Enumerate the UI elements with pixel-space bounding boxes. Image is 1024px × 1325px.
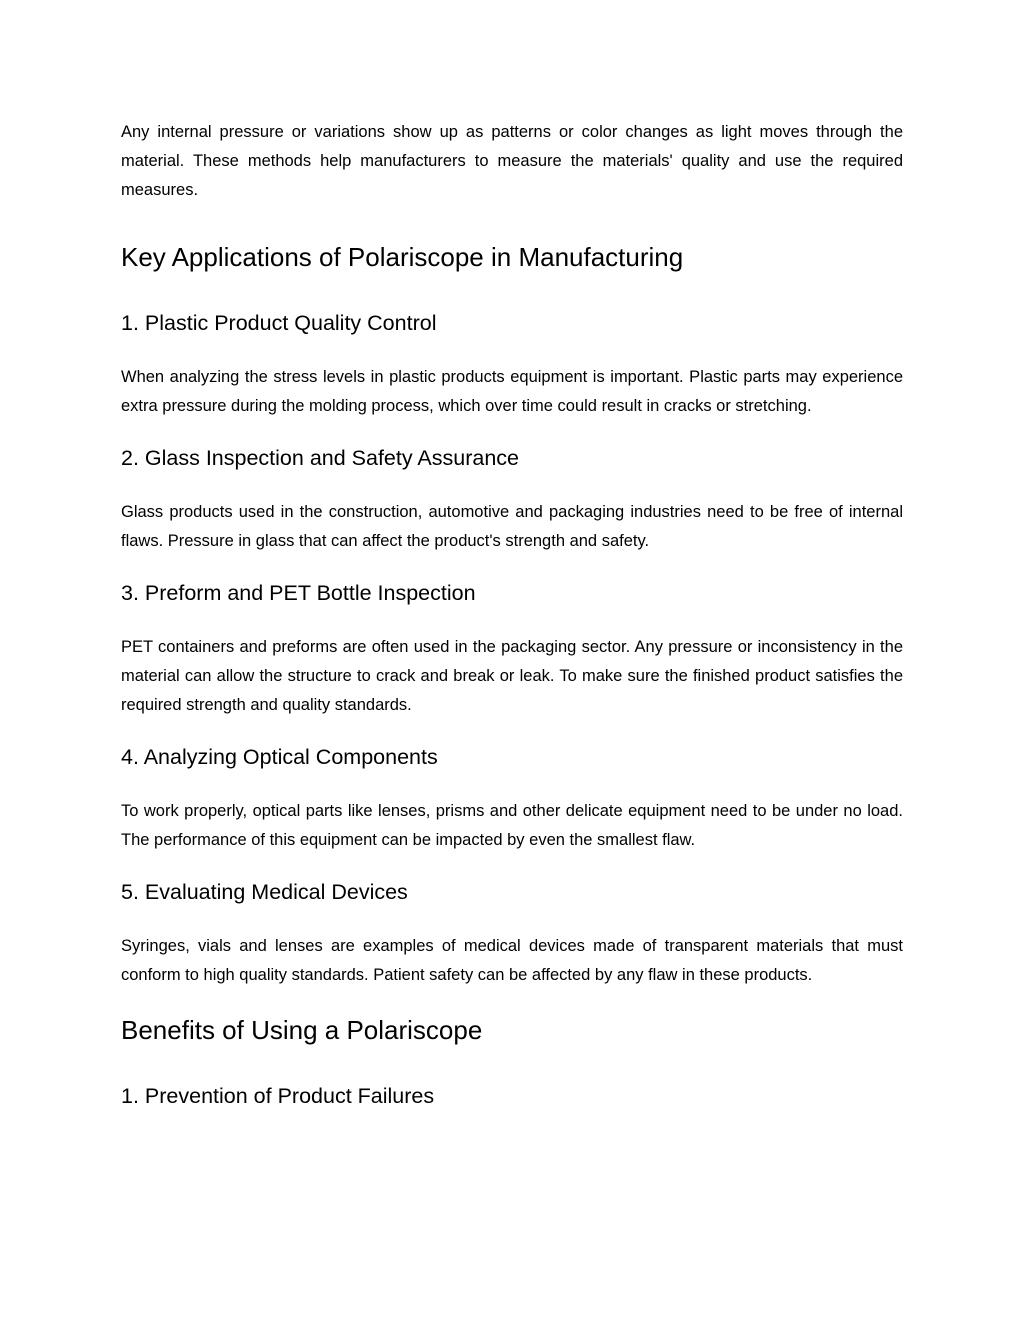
document-page	[121, 118, 903, 1110]
subheading-optical-components: 4. Analyzing Optical Components	[121, 745, 438, 769]
subheading-prevention-failures: 1. Prevention of Product Failures	[121, 1084, 435, 1108]
paragraph-pet-bottle: PET containers and preforms are often used in the packaging sector. Any pressure or inconsistency in the material can allow the structure to crack and break or leak. To make sure the finished product satisfies the required strength and quality standards.	[121, 638, 903, 714]
paragraph-plastic-quality: When analyzing the stress levels in plastic products equipment is important. Plastic parts may experience extra pressure during the molding process, which over time could result in cracks or stretching.	[121, 368, 903, 415]
subheading-medical-devices: 5. Evaluating Medical Devices	[121, 880, 408, 904]
intro-paragraph: Any internal pressure or variations show up as patterns or color changes as light moves through the material. These methods help manufacturers to measure the materials' quality and use the required measures.	[121, 123, 903, 199]
paragraph-glass-inspection: Glass products used in the construction, automotive and packaging industries need to be free of internal flaws. Pressure in glass that can affect the product's strength and safety.	[121, 503, 903, 550]
paragraph-optical-components: To work properly, optical parts like lenses, prisms and other delicate equipment need to be under no load. The performance of this equipment can be impacted by even the smallest flaw.	[121, 802, 903, 849]
subheading-plastic-quality: 1. Plastic Product Quality Control	[121, 311, 437, 335]
paragraph-medical-devices: Syringes, vials and lenses are examples of medical devices made of transparent materials that must conform to high quality standards. Patient safety can be affected by any flaw in these products.	[121, 937, 903, 984]
subheading-glass-inspection: 2. Glass Inspection and Safety Assurance	[121, 446, 519, 470]
section-heading-applications: Key Applications of Polariscope in Manufacturing	[121, 242, 684, 272]
section-heading-benefits: Benefits of Using a Polariscope	[121, 1015, 483, 1045]
subheading-pet-bottle: 3. Preform and PET Bottle Inspection	[121, 581, 476, 605]
